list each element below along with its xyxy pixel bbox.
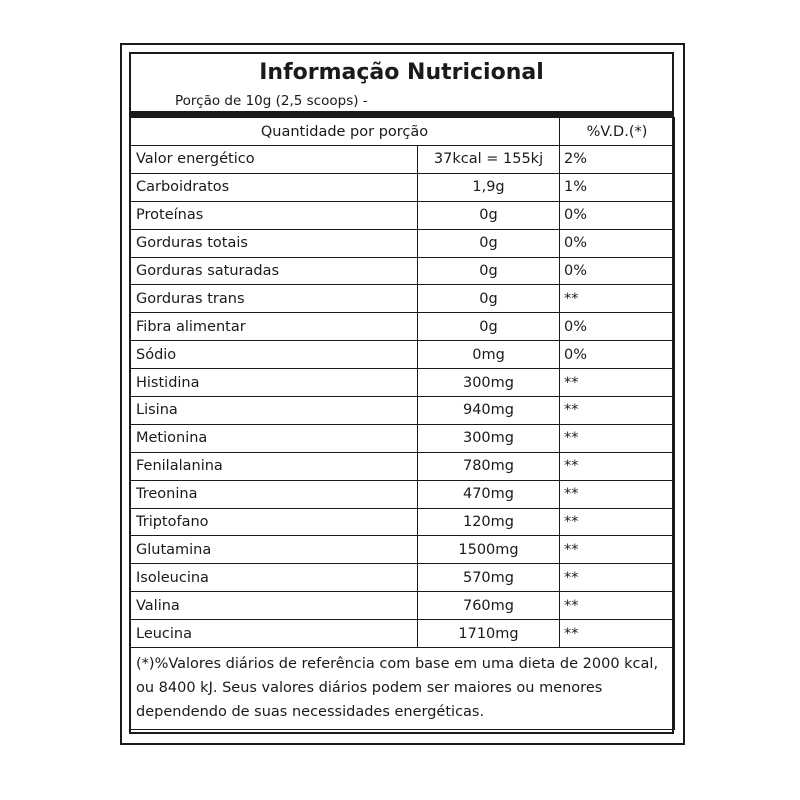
- nutrient-row: [130, 508, 675, 536]
- nutrient-dv: **: [560, 424, 675, 452]
- nutrient-amount: 470mg: [418, 480, 560, 508]
- footnote-row: [130, 648, 675, 730]
- nutrient-row: [130, 201, 675, 229]
- nutrient-name: Proteínas: [130, 201, 418, 229]
- nutrient-row: [130, 480, 675, 508]
- nutrition-label: [129, 52, 674, 734]
- nutrient-row: [130, 285, 675, 313]
- nutrient-amount: 760mg: [418, 592, 560, 620]
- nutrient-amount: 1,9g: [418, 173, 560, 201]
- nutrient-name: Valina: [130, 592, 418, 620]
- nutrient-row: [130, 592, 675, 620]
- nutrient-dv: 2%: [560, 146, 675, 174]
- nutrient-row: [130, 564, 675, 592]
- nutrient-amount: 37kcal = 155kj: [418, 146, 560, 174]
- nutrient-dv: 0%: [560, 229, 675, 257]
- dv-header: %V.D.(*): [560, 118, 675, 146]
- nutrient-dv: **: [560, 397, 675, 425]
- nutrient-amount: 780mg: [418, 452, 560, 480]
- nutrient-amount: 0g: [418, 285, 560, 313]
- nutrient-name: Glutamina: [130, 536, 418, 564]
- nutrient-name: Isoleucina: [130, 564, 418, 592]
- nutrient-row: [130, 146, 675, 174]
- nutrient-amount: 1500mg: [418, 536, 560, 564]
- nutrient-name: Sódio: [130, 341, 418, 369]
- footnote: (*)%Valores diários de referência com base em uma dieta de 2000 kcal, ou 8400 kJ. Seus valores diários podem ser maiores ou menores dependendo de suas necessidades energéticas.: [130, 648, 675, 730]
- nutrient-name: Histidina: [130, 369, 418, 397]
- quantity-header: Quantidade por porção: [130, 118, 560, 146]
- nutrition-table: [129, 117, 675, 730]
- nutrient-dv: **: [560, 564, 675, 592]
- nutrient-row: [130, 452, 675, 480]
- nutrient-dv: **: [560, 620, 675, 648]
- nutrient-row: [130, 313, 675, 341]
- nutrient-row: [130, 620, 675, 648]
- nutrient-name: Metionina: [130, 424, 418, 452]
- nutrient-name: Carboidratos: [130, 173, 418, 201]
- nutrient-name: Treonina: [130, 480, 418, 508]
- nutrient-amount: 570mg: [418, 564, 560, 592]
- nutrient-row: [130, 341, 675, 369]
- nutrient-amount: 0mg: [418, 341, 560, 369]
- nutrient-name: Gorduras saturadas: [130, 257, 418, 285]
- nutrient-dv: **: [560, 452, 675, 480]
- nutrient-name: Lisina: [130, 397, 418, 425]
- nutrient-amount: 0g: [418, 201, 560, 229]
- nutrient-row: [130, 424, 675, 452]
- label-title: Informação Nutricional: [259, 60, 544, 85]
- nutrient-row: [130, 229, 675, 257]
- nutrient-amount: 940mg: [418, 397, 560, 425]
- portion-text: Porção de 10g (2,5 scoops) -: [175, 93, 368, 109]
- nutrient-dv: **: [560, 369, 675, 397]
- nutrient-dv: **: [560, 536, 675, 564]
- nutrient-dv: **: [560, 508, 675, 536]
- nutrient-dv: **: [560, 480, 675, 508]
- nutrient-amount: 0g: [418, 257, 560, 285]
- nutrient-amount: 0g: [418, 313, 560, 341]
- nutrient-name: Leucina: [130, 620, 418, 648]
- nutrient-row: [130, 536, 675, 564]
- nutrient-amount: 300mg: [418, 424, 560, 452]
- nutrient-dv: **: [560, 592, 675, 620]
- nutrient-name: Triptofano: [130, 508, 418, 536]
- nutrient-dv: 0%: [560, 257, 675, 285]
- nutrient-amount: 1710mg: [418, 620, 560, 648]
- table-header-row: [130, 118, 675, 146]
- nutrient-name: Gorduras totais: [130, 229, 418, 257]
- nutrient-dv: 0%: [560, 313, 675, 341]
- nutrient-row: [130, 397, 675, 425]
- nutrient-row: [130, 173, 675, 201]
- nutrient-name: Fibra alimentar: [130, 313, 418, 341]
- nutrient-name: Valor energético: [130, 146, 418, 174]
- nutrient-dv: 1%: [560, 173, 675, 201]
- nutrient-dv: **: [560, 285, 675, 313]
- nutrient-dv: 0%: [560, 341, 675, 369]
- nutrient-name: Fenilalanina: [130, 452, 418, 480]
- nutrient-row: [130, 369, 675, 397]
- nutrient-row: [130, 257, 675, 285]
- nutrient-dv: 0%: [560, 201, 675, 229]
- nutrient-name: Gorduras trans: [130, 285, 418, 313]
- nutrient-amount: 0g: [418, 229, 560, 257]
- nutrient-amount: 300mg: [418, 369, 560, 397]
- nutrient-amount: 120mg: [418, 508, 560, 536]
